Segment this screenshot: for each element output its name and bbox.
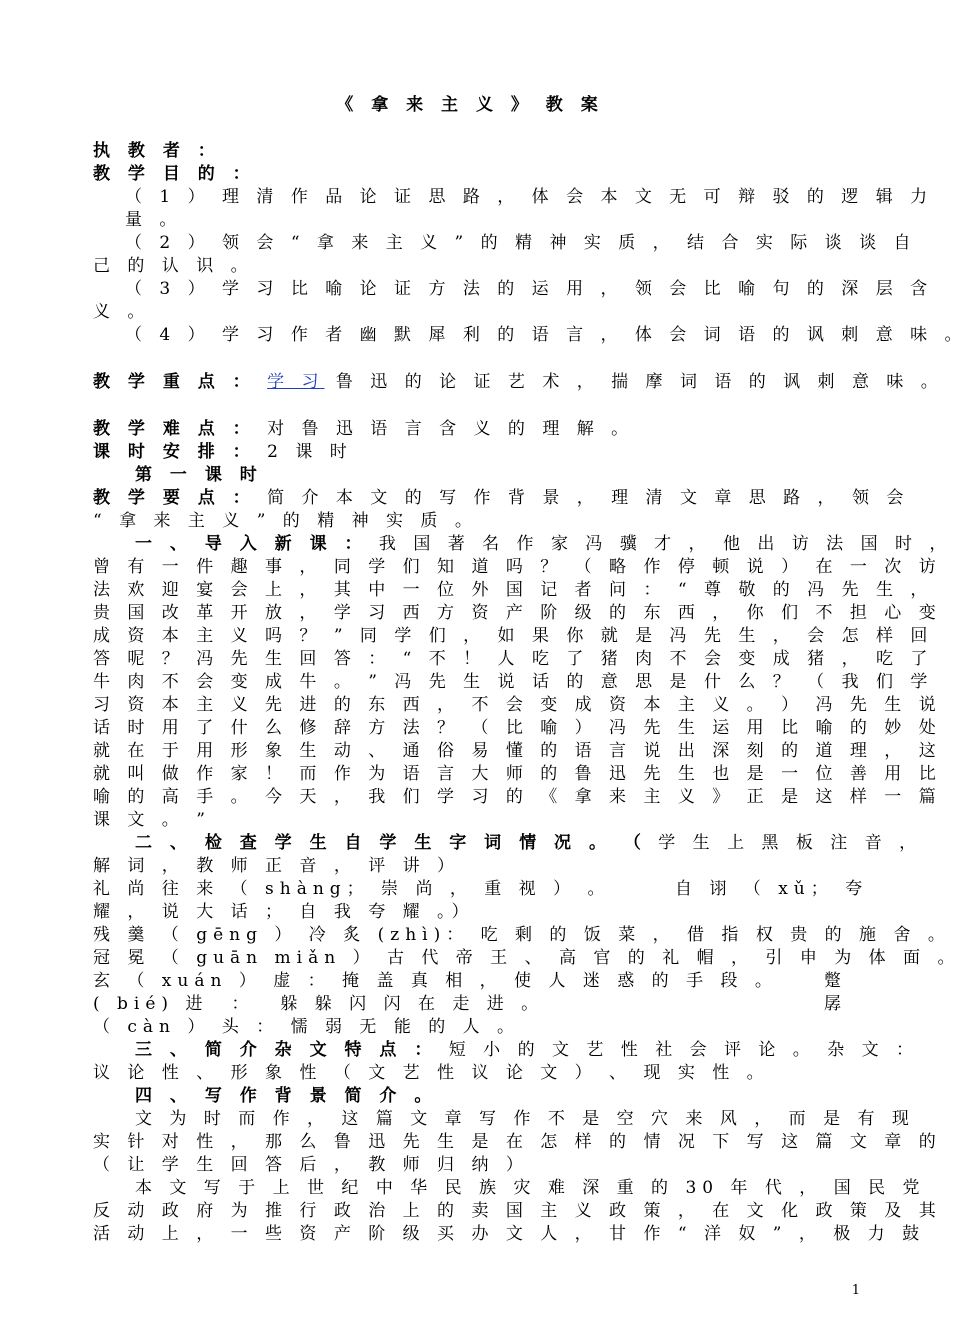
vocab-item: 礼 尚 往 来 （ shàng； 崇 尚 ， 重 视 ） 。 bbox=[93, 879, 611, 899]
difficulty-line bbox=[93, 418, 847, 440]
teaching-points-label: 教 学 要 点 ： bbox=[93, 488, 256, 508]
difficulty-label: 教 学 难 点 ： bbox=[93, 419, 256, 439]
vocab-item: 蹩 bbox=[824, 971, 847, 991]
teaching-points-text: 简 介 本 文 的 写 作 背 景 ， 理 清 文 章 思 路 ， 领 会 bbox=[267, 488, 910, 508]
study-link[interactable]: 学 习 bbox=[267, 372, 325, 392]
section-1-line: 牛 肉 不 会 变 成 牛 。 ” 冯 先 生 说 话 的 意 思 是 什 么 ？ （ 我 们 学 bbox=[93, 672, 934, 692]
teaching-points-cont: “ 拿 来 主 义 ” 的 精 神 实 质 。 bbox=[93, 511, 478, 531]
objective-1: （ 1 ） 理 清 作 品 论 证 思 路 ， 体 会 本 文 无 可 辩 驳 的 逻 辑 力 bbox=[125, 187, 934, 207]
objectives-label: 教 学 目 的 ： bbox=[93, 164, 256, 184]
section-1-text: 我 国 著 名 作 家 冯 骥 才 ， 他 出 访 法 国 时 ， bbox=[378, 534, 953, 554]
teacher-label: 执 教 者 ： bbox=[93, 141, 221, 161]
section-2-text: 学 生 上 黑 板 注 音 ， bbox=[658, 833, 923, 853]
objective-1-cont: 量 。 bbox=[125, 210, 183, 230]
vocab-item: 自 诩 （ xǔ； 夸 bbox=[675, 879, 869, 899]
section-3-first-line bbox=[135, 1039, 920, 1061]
vocab-item: 玄 （ xuán ） 虚 ： 掩 盖 真 相 ， 使 人 迷 惑 的 手 段 。 bbox=[93, 971, 778, 991]
objective-3: （ 3 ） 学 习 比 喻 论 证 方 法 的 运 用 ， 领 会 比 喻 句 的 深 层 含 bbox=[125, 279, 934, 299]
section-4-line: 反 动 政 府 为 推 行 政 治 上 的 卖 国 主 义 政 策 ， 在 文 化 政 策 及 其 bbox=[93, 1201, 942, 1221]
objective-4: （ 4 ） 学 习 作 者 幽 默 犀 利 的 语 言 ， 体 会 词 语 的 讽 刺 意 味 。 bbox=[125, 325, 968, 345]
section-1-line: 就 在 于 用 形 象 生 动 、 通 俗 易 懂 的 语 言 说 出 深 刻 的 道 理 ， 这 bbox=[93, 741, 942, 761]
section-1-line: 贵 国 改 革 开 放 ， 学 习 西 方 资 产 阶 级 的 东 西 ， 你 们 不 担 心 变 bbox=[93, 603, 942, 623]
schedule-text: 2 课 时 bbox=[267, 442, 353, 462]
section-3-line: 议 论 性 、 形 象 性 （ 文 艺 性 议 论 文 ） 、 现 实 性 。 bbox=[93, 1063, 770, 1083]
key-points-label: 教 学 重 点 ： bbox=[93, 372, 256, 392]
section-4-line: （ 让 学 生 回 答 后 ， 教 师 归 纳 ） bbox=[93, 1155, 529, 1175]
page-number: 1 bbox=[851, 1283, 860, 1298]
vocab-line: 耀 ， 说 大 话 ； 自 我 夸 耀 。） bbox=[93, 902, 475, 922]
section-1-line: 课 文 。 ” bbox=[93, 810, 211, 830]
section-4-line: 本 文 写 于 上 世 纪 中 华 民 族 灾 难 深 重 的 30 年 代 ， 国 民 党 bbox=[135, 1178, 926, 1198]
section-4-line: 实 针 对 性 ， 那 么 鲁 迅 先 生 是 在 怎 样 的 情 况 下 写 这 篇 文 章 的 bbox=[93, 1132, 942, 1152]
vocab-line: 冠 冕 （ guān miǎn ） 古 代 帝 王 、 高 官 的 礼 帽 ， 引 申 为 体 面 。 bbox=[93, 948, 961, 968]
key-points-line bbox=[93, 371, 944, 393]
section-1-line: 答 呢 ？ 冯 先 生 回 答 ： “ 不 ！ 人 吃 了 猪 肉 不 会 变 成 猪 ， 吃 了 bbox=[93, 649, 934, 669]
key-points-text: 鲁 迅 的 论 证 艺 术 ， 揣 摩 词 语 的 讽 刺 意 味 。 bbox=[335, 372, 944, 392]
objective-2: （ 2 ） 领 会 “ 拿 来 主 义 ” 的 精 神 实 质 ， 结 合 实 际 谈 谈 自 bbox=[125, 233, 917, 253]
difficulty-text: 对 鲁 迅 语 言 含 义 的 理 解 。 bbox=[267, 419, 635, 439]
section-1-heading: 一 、 导 入 新 课 ： bbox=[135, 534, 368, 554]
vocab-item: ( bié) 进 ： 躲 躲 闪 闪 在 走 进 。 bbox=[93, 994, 545, 1014]
section-4-line: 活 动 上 ， 一 些 资 产 阶 级 买 办 文 人 ， 甘 作 “ 洋 奴 ” ， 极 力 鼓 bbox=[93, 1224, 926, 1244]
vocab-line-5 bbox=[93, 970, 847, 992]
section-1-line: 喻 的 高 手 。 今 天 ， 我 们 学 习 的 《 拿 来 主 义 》 正 是 这 样 一 篇 bbox=[93, 787, 942, 807]
section-1-line: 成 资 本 主 义 吗 ？ ” 同 学 们 ， 如 果 你 就 是 冯 先 生 ， 会 怎 样 回 bbox=[93, 626, 934, 646]
lesson-heading: 第 一 课 时 bbox=[135, 465, 263, 485]
section-1-first-line bbox=[135, 533, 953, 555]
section-4-heading: 四 、 写 作 背 景 简 介 。 bbox=[135, 1086, 438, 1106]
section-1-line: 话 时 用 了 什 么 修 辞 方 法 ？ （ 比 喻 ） 冯 先 生 运 用 比 喻 的 妙 处 bbox=[93, 718, 942, 738]
vocab-line-1 bbox=[93, 878, 869, 900]
objective-2-cont: 己 的 认 识 。 bbox=[93, 256, 254, 276]
doc-title: 《 拿 来 主 义 》 教 案 bbox=[336, 95, 604, 115]
section-4-line: 文 为 时 而 作 ， 这 篇 文 章 写 作 不 是 空 穴 来 风 ， 而 是 有 现 bbox=[135, 1109, 915, 1129]
vocab-line-6 bbox=[93, 993, 847, 1015]
vocab-item: 孱 bbox=[824, 994, 847, 1014]
section-1-line: 就 叫 做 作 家 ！ 而 作 为 语 言 大 师 的 鲁 迅 先 生 也 是 一 位 善 用 比 bbox=[93, 764, 942, 784]
vocab-line: （ càn ） 头 ： 懦 弱 无 能 的 人 。 bbox=[93, 1017, 521, 1037]
section-1-line: 法 欢 迎 宴 会 上 ， 其 中 一 位 外 国 记 者 问 ： “ 尊 敬 的 冯 先 生 ， bbox=[93, 580, 934, 600]
section-3-text: 短 小 的 文 艺 性 社 会 评 论 。 杂 文 ： bbox=[448, 1040, 920, 1060]
vocab-line: 残 羹 （ gēng ） 冷 炙 (zhì)： 吃 剩 的 饭 菜 ， 借 指 权 贵 的 施 舍 。 bbox=[93, 925, 951, 945]
teaching-points-line bbox=[93, 487, 910, 509]
objective-3-cont: 义 。 bbox=[93, 302, 151, 322]
section-2-first-line bbox=[135, 832, 923, 854]
section-3-heading: 三 、 简 介 杂 文 特 点 ： bbox=[135, 1040, 438, 1060]
section-2-line: 解 词 ， 教 师 正 音 ， 评 讲 ） bbox=[93, 856, 461, 876]
schedule-line bbox=[93, 441, 847, 463]
schedule-label: 课 时 安 排 ： bbox=[93, 442, 256, 462]
section-2-heading: 二 、 检 查 学 生 自 学 生 字 词 情 况 。 （ bbox=[135, 833, 647, 853]
section-1-line: 曾 有 一 件 趣 事 ， 同 学 们 知 道 吗 ？ （ 略 作 停 顿 说 ） 在 一 次 访 bbox=[93, 557, 942, 577]
section-1-line: 习 资 本 主 义 先 进 的 东 西 ， 不 会 变 成 资 本 主 义 。 ） 冯 先 生 说 bbox=[93, 695, 942, 715]
